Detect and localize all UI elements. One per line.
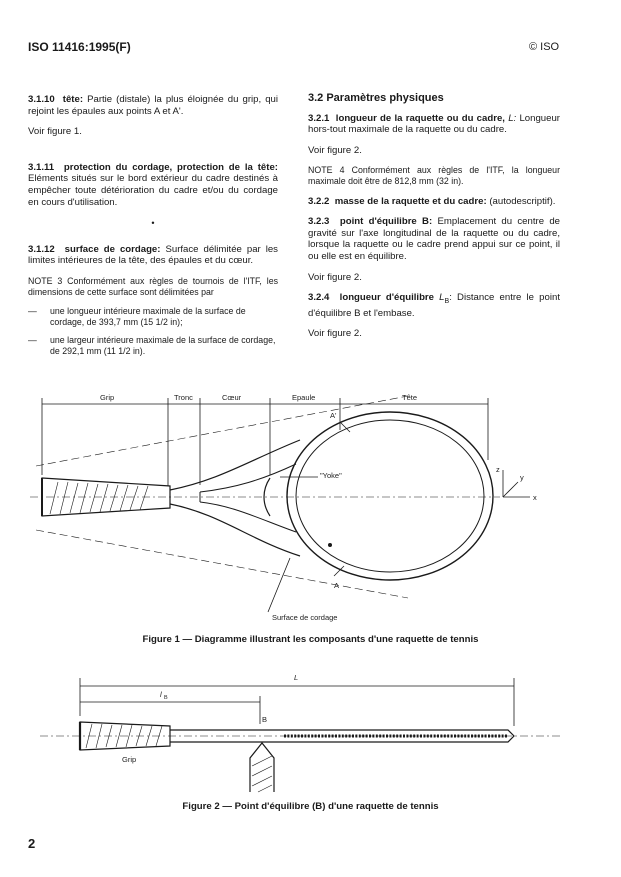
racket-head-inner	[296, 420, 484, 572]
figure-1-racket-diagram	[0, 380, 621, 630]
clause-number: 3.1.12	[28, 243, 55, 255]
clause-number: 3.2.1	[308, 112, 330, 124]
symbol-L: L	[439, 292, 445, 304]
label-coeur: Cœur	[222, 393, 242, 402]
see-figure-2: Voir figure 2.	[308, 328, 362, 340]
label-tete: Tête	[402, 393, 418, 402]
label-tronc: Tronc	[174, 393, 193, 402]
clause-3-2-1	[308, 113, 560, 136]
left-column	[28, 94, 278, 365]
label-lb-subscript: B	[164, 695, 168, 701]
label-epaule: Epaule	[292, 393, 316, 402]
label-grip: Grip	[122, 755, 137, 764]
clause-text: Distance entre le point d'équilibre B et l'embase.	[308, 292, 560, 319]
clause-term: surface de cordage:	[64, 243, 161, 255]
racket-head-outer	[287, 412, 493, 580]
clause-number: 3.2.4	[308, 292, 330, 304]
balance-support	[250, 743, 274, 792]
label-axis-y: y	[520, 473, 524, 482]
clause-term: masse de la raquette et du cadre:	[334, 195, 487, 207]
figure-1-caption: Figure 1 — Diagramme illustrant les composants d'une raquette de tennis	[142, 634, 479, 645]
racket-throat-top	[200, 464, 296, 492]
figure-2-caption: Figure 2 — Point d'équilibre (B) d'une raquette de tennis	[182, 801, 439, 812]
page-number: 2	[28, 836, 36, 851]
list-dash: —	[28, 335, 37, 346]
figure-2-balance-diagram	[0, 666, 621, 796]
label-balance-point-B: B	[262, 715, 268, 724]
clause-term: longueur de la raquette ou du cadre,	[335, 112, 505, 124]
label-grip: Grip	[100, 393, 115, 402]
clause-text: Emplacement du centre de gravité sur l'axe longitudinal de la raquette ou du cadre, lorsque la raquette ou le cadre prend appui sur ce point, il ou elle est en équilibre.	[308, 216, 560, 262]
label-axis-z: z	[496, 465, 500, 474]
surface-leader	[268, 558, 290, 612]
clause-3-2-2	[308, 196, 560, 208]
clause-number: 3.2.3	[308, 216, 330, 228]
racket-shoulder-top	[170, 440, 300, 490]
clause-3-2-3	[308, 216, 560, 262]
label-yoke: "Yoke"	[320, 471, 342, 480]
see-figure-1: Voir figure 1.	[28, 126, 82, 138]
document-header-title: ISO 11416:1995(F)	[28, 40, 131, 54]
clause-text: Surface délimitée par les limites intérieures de la tête, des épaules et du cœur.	[28, 243, 278, 267]
list-item	[28, 335, 278, 356]
note-4: NOTE 4 Conformément aux règles de l'ITF, la longueur maximale doit être de 812,8 mm (32 in).	[308, 165, 560, 186]
clause-text: Eléments situés sur le bord extérieur du cadre destinés à empêcher toute détérioration du cadre et/ou du cordage en cours d'utilisation.	[28, 173, 278, 208]
label-a-prime: A'	[330, 411, 337, 420]
tangent-line-bottom	[36, 530, 408, 598]
clause-text: Longueur hors-tout maximale de la raquette ou du cadre.	[308, 112, 560, 136]
document-header-copyright: © ISO	[529, 41, 560, 53]
tangent-line-top	[36, 396, 408, 466]
clause-3-1-11	[28, 162, 278, 208]
clause-3-2-4: 3.2.4 longueur d'équilibre $L_B$: Distance entre le point d'équilibre B et l'embase.	[308, 292, 560, 319]
list-dash: —	[28, 306, 37, 317]
label-lb: l	[160, 690, 162, 699]
label-a: A	[334, 581, 340, 590]
list-item-text: une largeur intérieure maximale de la surface de cordage, de 292,1 mm (11 1/2 in).	[50, 335, 276, 356]
right-column	[308, 93, 560, 349]
clause-number: 3.1.11	[28, 161, 55, 173]
list-item	[28, 306, 278, 327]
racket-shoulder-bottom	[170, 504, 300, 556]
list-item-text: une longueur intérieure maximale de la surface de cordage, de 393,7 mm (15 1/2 in);	[50, 306, 246, 327]
clause-term: tête:	[62, 94, 84, 105]
clause-number: 3.1.10	[28, 94, 55, 105]
label-axis-x: x	[533, 493, 537, 502]
clause-number: 3.2.2	[308, 195, 330, 207]
label-L: L	[294, 673, 299, 682]
bullet-dot: •	[151, 218, 155, 229]
see-figure-2: Voir figure 2.	[308, 271, 362, 283]
label-surface-de-cordage: Surface de cordage	[272, 613, 338, 622]
y-axis	[503, 482, 518, 497]
clause-text: (autodescriptif).	[489, 195, 556, 207]
clause-text: Partie (distale) la plus éloignée du grip, qui rejoint les épaules aux points A et A'.	[28, 94, 278, 117]
clause-term: point d'équilibre B:	[339, 216, 433, 228]
string-surface-dot	[328, 543, 332, 547]
symbol-L: L:	[508, 112, 517, 124]
symbol-subscript: B	[444, 298, 450, 306]
note-3: NOTE 3 Conformément aux règles de tournois de l'ITF, les dimensions de cette surface sont délimitées par	[28, 275, 278, 297]
clause-3-1-10	[28, 94, 278, 117]
see-figure-2: Voir figure 2.	[308, 144, 362, 156]
clause-term: protection du cordage, protection de la tête:	[63, 161, 278, 173]
clause-3-1-12	[28, 244, 278, 267]
section-title: 3.2 Paramètres physiques	[308, 92, 444, 104]
clause-term: longueur d'équilibre	[339, 292, 434, 304]
racket-throat-bottom	[200, 502, 296, 532]
